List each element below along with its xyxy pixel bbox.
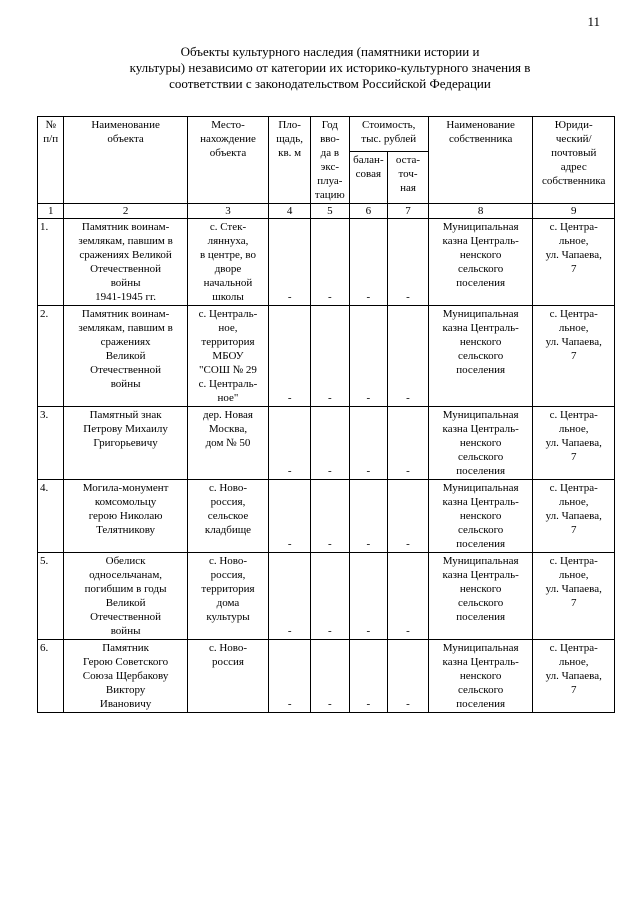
- header-name: Наименование объекта: [64, 117, 187, 204]
- owner-name: Муниципальная казна Централь- ненского сельского поселения: [428, 553, 533, 640]
- object-area: -: [269, 219, 311, 306]
- table-row: [38, 553, 615, 640]
- header-owner: Наименование собственника: [428, 117, 533, 204]
- owner-name: Муниципальная казна Централь- ненского сельского поселения: [428, 306, 533, 407]
- object-area: -: [269, 407, 311, 480]
- header-residual: оста- точ- ная: [388, 152, 429, 204]
- object-year: -: [311, 480, 350, 553]
- object-location: с. Централь- ное, территория МБОУ "СОШ № 29 с. Централь- ное": [187, 306, 268, 407]
- owner-name: Муниципальная казна Централь- ненского сельского поселения: [428, 407, 533, 480]
- owner-name: Муниципальная казна Централь- ненского сельского поселения: [428, 480, 533, 553]
- object-name: Памятник Герою Советского Союза Щербакову Виктору Ивановичу: [64, 640, 187, 713]
- cost-balance: -: [349, 480, 388, 553]
- page-number: 11: [587, 14, 600, 29]
- owner-name: Муниципальная казна Централь- ненского сельского поселения: [428, 640, 533, 713]
- header-year: Год вво- да в экс- плуа- тацию: [311, 117, 350, 204]
- header-num: № п/п: [38, 117, 64, 204]
- header-address: Юриди- ческий/ почтовый адрес собственника: [533, 117, 615, 204]
- object-location: с. Ново- россия: [187, 640, 268, 713]
- object-name: Памятный знак Петрову Михаилу Григорьевичу: [64, 407, 187, 480]
- column-number: 6: [349, 204, 388, 219]
- object-year: -: [311, 306, 350, 407]
- column-number: 2: [64, 204, 187, 219]
- table-header: [38, 117, 615, 219]
- object-name: Могила-монумент комсомольцу герою Николаю Телятникову: [64, 480, 187, 553]
- title-line: Объекты культурного наследия (памятники истории и: [180, 44, 480, 59]
- table-row: [38, 407, 615, 480]
- column-number: 8: [428, 204, 533, 219]
- column-number: 4: [269, 204, 311, 219]
- object-year: -: [311, 640, 350, 713]
- cost-balance: -: [349, 306, 388, 407]
- owner-address: с. Центра- льное, ул. Чапаева, 7: [533, 407, 615, 480]
- cost-residual: -: [388, 480, 429, 553]
- header-cost: Стоимость, тыс. рублей: [349, 117, 428, 152]
- title-line: соответствии с законодательством Российской Федерации: [169, 76, 491, 91]
- document-title: [60, 44, 600, 92]
- table-row: [38, 219, 615, 306]
- table-row: [38, 306, 615, 407]
- row-number: 4.: [38, 480, 64, 553]
- object-location: с. Стек- ляннуха, в центре, во дворе начальной школы: [187, 219, 268, 306]
- owner-address: с. Центра- льное, ул. Чапаева, 7: [533, 480, 615, 553]
- object-location: с. Ново- россия, сельское кладбище: [187, 480, 268, 553]
- object-location: с. Ново- россия, территория дома культуры: [187, 553, 268, 640]
- header-location: Место- нахождение объекта: [187, 117, 268, 204]
- owner-name: Муниципальная казна Централь- ненского сельского поселения: [428, 219, 533, 306]
- heritage-objects-table: [37, 116, 615, 713]
- object-name: Памятник воинам- землякам, павшим в сражениях Великой Отечественной войны 1941-1945 гг.: [64, 219, 187, 306]
- column-number: 3: [187, 204, 268, 219]
- cost-residual: -: [388, 640, 429, 713]
- object-year: -: [311, 407, 350, 480]
- object-location: дер. Новая Москва, дом № 50: [187, 407, 268, 480]
- owner-address: с. Центра- льное, ул. Чапаева, 7: [533, 219, 615, 306]
- column-number: 5: [311, 204, 350, 219]
- object-name: Обелиск односельчанам, погибшим в годы Великой Отечественной войны: [64, 553, 187, 640]
- cost-residual: -: [388, 306, 429, 407]
- row-number: 2.: [38, 306, 64, 407]
- cost-balance: -: [349, 219, 388, 306]
- owner-address: с. Центра- льное, ул. Чапаева, 7: [533, 553, 615, 640]
- row-number: 3.: [38, 407, 64, 480]
- owner-address: с. Центра- льное, ул. Чапаева, 7: [533, 306, 615, 407]
- header-balance: балан- совая: [349, 152, 388, 204]
- object-area: -: [269, 480, 311, 553]
- object-area: -: [269, 553, 311, 640]
- object-name: Памятник воинам- землякам, павшим в сражениях Великой Отечественной войны: [64, 306, 187, 407]
- column-number: 9: [533, 204, 615, 219]
- column-number: 7: [388, 204, 429, 219]
- object-area: -: [269, 640, 311, 713]
- cost-balance: -: [349, 553, 388, 640]
- title-line: культуры) независимо от категории их историко-культурного значения в: [129, 60, 531, 75]
- row-number: 6.: [38, 640, 64, 713]
- cost-residual: -: [388, 219, 429, 306]
- column-numbers-row: [38, 204, 615, 219]
- owner-address: с. Центра- льное, ул. Чапаева, 7: [533, 640, 615, 713]
- cost-balance: -: [349, 640, 388, 713]
- column-number: 1: [38, 204, 64, 219]
- table-body: [38, 219, 615, 713]
- row-number: 5.: [38, 553, 64, 640]
- cost-residual: -: [388, 407, 429, 480]
- cost-balance: -: [349, 407, 388, 480]
- object-area: -: [269, 306, 311, 407]
- header-area: Пло- щадь, кв. м: [269, 117, 311, 204]
- table-row: [38, 640, 615, 713]
- object-year: -: [311, 553, 350, 640]
- cost-residual: -: [388, 553, 429, 640]
- table-row: [38, 480, 615, 553]
- object-year: -: [311, 219, 350, 306]
- row-number: 1.: [38, 219, 64, 306]
